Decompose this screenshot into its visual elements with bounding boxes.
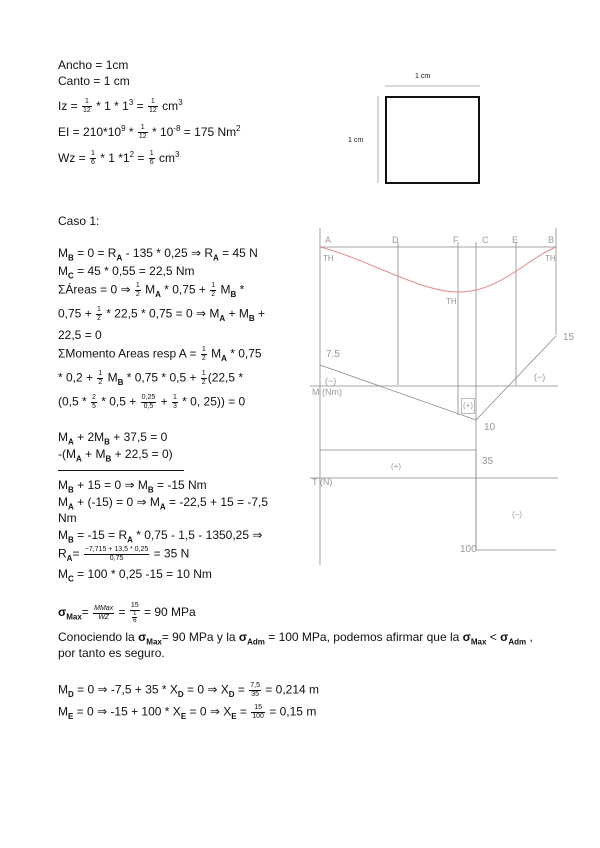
moment-axis-label: M (Nm): [312, 387, 342, 397]
deflection-curve: [320, 247, 556, 292]
fraction: $\frac{\text{MMax}}{WZ}$: [94, 604, 114, 621]
eq-line-1: $M_B = 0 = R_A - 135 * 0,25$ ⇒ $R_A = 45$ N: [58, 246, 258, 263]
zero-e-line: $M_E = 0$ ⇒ $-15 + 100 * X_E = 0$ ⇒ $X_E$ = $\frac{15}{100}$ = 0,15 m: [58, 704, 317, 722]
result-line-4: $M_B = -15 = R_A * 0,75 - 1,5 - 1350,25$ ⇒: [58, 528, 263, 545]
result-line-2: $M_A + (-15) = 0$ ⇒ $M_A = -22,5 + 15 = -7,5$: [58, 495, 269, 512]
point-label-c: C: [482, 235, 489, 245]
fraction: $\frac{1}{2}$: [201, 370, 206, 386]
eq-line-6: ΣMomento Areas resp A = $\frac{1}{2}$ $M_A * 0,75$: [58, 346, 262, 364]
point-label-f: F: [453, 235, 459, 245]
sigma-line: $\sigma_{Max}=$ $\frac{\text{MMax}}{WZ}$ = $\frac{15}{\frac{1}{6}}$ = 90 MPa: [58, 602, 196, 624]
eq-line-7: * 0,2 + $\frac{1}{2}$ $M_B * 0,75 * 0,5$ + $\frac{1}{2}$ (22,5 *: [58, 370, 244, 388]
caso-title: Caso 1:: [58, 214, 100, 228]
point-label-d: D: [392, 235, 399, 245]
fraction: $\frac{1}{6}$: [149, 150, 154, 167]
th-label-left: TH: [323, 254, 334, 263]
sum-rule: [58, 470, 184, 471]
fraction: $\frac{1}{2}$: [98, 370, 103, 386]
iz-line: Iz = $\frac{1}{12}$ * $1 * 1^3$ = $\frac{1}{12}$ $cm^3$: [58, 98, 183, 115]
system-eq-1: $M_A + 2M_B + 37,5 = 0$: [58, 430, 168, 447]
result-line-6: $M_C = 100 * 0,25$ -15 = 10 Nm: [58, 567, 212, 584]
cross-section-figure: [340, 66, 500, 196]
eq-line-8: (0,5 * $\frac{2}{5}$ * 0,5 + $\frac{0,25}{0,5}$ + $\frac{1}{3}$ * 0, 25)) = 0: [58, 394, 246, 410]
conclusion-line-2: por tanto es seguro.: [58, 646, 165, 660]
value-100: 100: [460, 544, 477, 555]
value-7-5: 7.5: [326, 349, 340, 360]
fraction: $\frac{1}{12}$: [138, 124, 147, 141]
ei-line: EI = $210*10^9$ * $\frac{1}{12}$ * $10^{-8} = 175$ Nm$^2$: [58, 124, 241, 141]
result-line-5: $R_A=$ $\frac{-7,715 + 13,5 * 0,25}{0,75}$ = 35 N: [58, 546, 190, 564]
point-label-b: B: [548, 235, 555, 245]
point-label-e: E: [512, 235, 519, 245]
ancho-line: Ancho = 1cm: [58, 58, 129, 72]
fraction: $\frac{15}{100}$: [252, 704, 264, 720]
fraction: $\frac{1}{2}$: [97, 306, 101, 322]
fraction: $\frac{1}{3}$: [172, 394, 177, 410]
fraction: $\frac{0,25}{0,5}$: [141, 394, 156, 410]
result-line-3: Nm: [58, 511, 77, 525]
value-15: 15: [563, 332, 575, 343]
fraction: $\frac{1}{6}$: [91, 150, 95, 167]
fraction: $\frac{-7,715 + 13,5 * 0,25}{0,75}$: [84, 546, 149, 562]
fraction: $\frac{1}{12}$: [83, 98, 91, 115]
result-line-1: $M_B + 15 = 0$ ⇒ $M_B = -15$ Nm: [58, 478, 207, 495]
eq-line-2: $M_C = 45 * 0,55 = 22,5$ Nm: [58, 264, 195, 281]
section-width-label: 1 cm: [415, 73, 431, 80]
wz-line: Wz = $\frac{1}{6}$ * 1 $*1^2$ = $\frac{1}{6}$ $cm^3$: [58, 150, 180, 167]
section-height-label: 1 cm: [348, 137, 364, 144]
value-35: 35: [482, 456, 494, 467]
shear-axis-label: T (N): [312, 477, 333, 487]
th-label-right: TH: [545, 254, 556, 263]
eq-line-3: ΣÁreas = 0 ⇒ $\frac{1}{2}$ $M_A * 0,75$ + $\frac{1}{2}$ $M_B$ *: [58, 282, 245, 300]
eq-line-4: 0,75 + $\frac{1}{2}$ * 22,5 * 0,75 = 0 ⇒ $M_A + M_B$ +: [58, 306, 265, 324]
section-rectangle: [386, 97, 479, 183]
th-label-mid: TH: [446, 297, 457, 306]
moment-neg-left: (−): [325, 376, 337, 386]
zero-d-line: $M_D = 0$ ⇒ $-7,5 + 35 * X_D = 0$ ⇒ $X_D$ = $\frac{7,5}{35}$ = 0,214 m: [58, 682, 320, 700]
canto-line: Canto = 1 cm: [58, 74, 130, 88]
moment-neg-right: (−): [534, 372, 546, 382]
fraction: $\frac{15}{\frac{1}{6}}$: [130, 602, 139, 624]
beam-diagram: [310, 220, 590, 570]
value-10: 10: [484, 422, 496, 433]
fraction: $\frac{1}{2}$: [201, 346, 206, 362]
fraction: $\frac{1}{2}$: [211, 282, 216, 298]
moment-pos: (+): [461, 398, 475, 414]
fraction: $\frac{7,5}{35}$: [250, 682, 260, 698]
fraction: $\frac{1}{2}$: [135, 282, 140, 298]
shear-neg: (−): [512, 510, 522, 519]
fraction: $\frac{1}{12}$: [148, 98, 157, 115]
point-label-a: A: [325, 235, 332, 245]
eq-line-5: 22,5 = 0: [58, 328, 102, 342]
system-eq-2: $-(M_A + M_B + 22,5 = 0)$: [58, 447, 173, 464]
shear-pos: (+): [391, 462, 401, 471]
conclusion-line-1: Conociendo la $\sigma_{Max}= 90$ MPa y la $\sigma_{Adm} = 100$ MPa, podemos afirmar que la $\sigma_{Max} < \sigma_{Adm}$ ,: [58, 630, 533, 647]
fraction: $\frac{2}{5}$: [92, 394, 96, 410]
